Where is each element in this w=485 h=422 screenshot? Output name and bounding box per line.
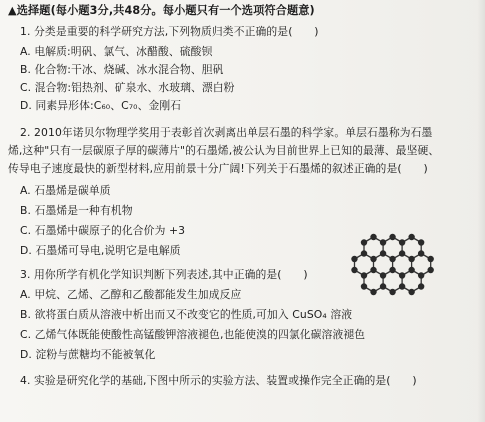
q3-option-a: A. 甲烷、乙烯、乙醇和乙酸都能发生加成反应 — [20, 288, 242, 301]
carbon-atom — [380, 239, 386, 245]
carbon-atom — [370, 267, 376, 273]
carbon-atom — [389, 256, 395, 262]
carbon-atom — [418, 239, 424, 245]
carbon-atom — [408, 289, 414, 295]
carbon-atom — [399, 239, 405, 245]
carbon-atom — [351, 256, 357, 262]
q3-option-c: C. 乙烯气体既能使酸性高锰酸钾溶液褪色,也能使溴的四氯化碳溶液褪色 — [20, 328, 366, 341]
carbon-atom — [389, 267, 395, 273]
q1-option-a: A. 电解质:明矾、氯气、冰醋酸、硫酸钡 — [20, 45, 213, 58]
carbon-atom — [399, 250, 405, 256]
q1-option-c: C. 混合物:铝热剂、矿泉水、水玻璃、漂白粉 — [20, 81, 235, 94]
carbon-atom — [370, 234, 376, 240]
q1-option-b: B. 化合物:干冰、烧碱、冰水混合物、胆矾 — [20, 63, 224, 76]
q2-stem-line-2: 烯,这种"只有一层碳原子厚的碳薄片"的石墨烯,被公认为目前世界上已知的最薄、最坚硬、 — [8, 144, 440, 157]
carbon-atom — [418, 272, 424, 278]
carbon-atom — [427, 267, 433, 273]
carbon-atom — [370, 289, 376, 295]
q3-option-d: D. 淀粉与蔗糖均不能被氧化 — [20, 348, 156, 361]
carbon-atom — [380, 283, 386, 289]
carbon-atom — [418, 250, 424, 256]
carbon-atom — [389, 289, 395, 295]
carbon-atom — [361, 272, 367, 278]
q4-stem: 4. 实验是研究化学的基础,下图中所示的实验方法、装置或操作完全正确的是( ) — [20, 374, 417, 387]
q2-option-d: D. 石墨烯可导电,说明它是电解质 — [20, 244, 181, 257]
carbon-atom — [380, 250, 386, 256]
carbon-atom — [408, 267, 414, 273]
q3-stem: 3. 用你所学有机化学知识判断下列表述,其中正确的是( ) — [20, 268, 308, 281]
carbon-atom — [408, 256, 414, 262]
q2-stem-line-3: 传导电子速度最快的新型材料,应用前景十分广阔!下列关于石墨烯的叙述正确的是( ) — [8, 162, 428, 175]
q2-stem-line-1: 2. 2010年诺贝尔物理学奖用于表彰首次剥离出单层石墨的科学家。单层石墨称为石墨 — [20, 126, 433, 139]
q1-option-d: D. 同素异形体:C₆₀、C₇₀、金刚石 — [20, 99, 182, 112]
q2-option-a: A. 石墨烯是碳单质 — [20, 184, 111, 197]
carbon-atom — [427, 256, 433, 262]
carbon-atom — [361, 250, 367, 256]
carbon-atom — [361, 283, 367, 289]
carbon-atom — [389, 234, 395, 240]
section-header: ▲选择题(每小题3分,共48分。每小题只有一个选项符合题意) — [8, 4, 315, 17]
carbon-atom — [351, 267, 357, 273]
carbon-atom — [418, 283, 424, 289]
q1-stem: 1. 分类是重要的科学研究方法,下列物质归类不正确的是( ) — [20, 25, 319, 38]
carbon-atom — [399, 272, 405, 278]
q3-option-b: B. 欲将蛋白质从溶液中析出而又不改变它的性质,可加入 CuSO₄ 溶液 — [20, 308, 353, 321]
carbon-atom — [370, 256, 376, 262]
q2-option-c: C. 石墨烯中碳原子的化合价为 +3 — [20, 224, 186, 237]
page-fold-shadow — [477, 0, 485, 422]
carbon-atom — [408, 234, 414, 240]
graphene-hexagon-lattice-icon — [340, 230, 460, 320]
q2-option-b: B. 石墨烯是一种有机物 — [20, 204, 133, 217]
carbon-atom — [380, 272, 386, 278]
carbon-atom — [361, 239, 367, 245]
carbon-atom — [399, 283, 405, 289]
